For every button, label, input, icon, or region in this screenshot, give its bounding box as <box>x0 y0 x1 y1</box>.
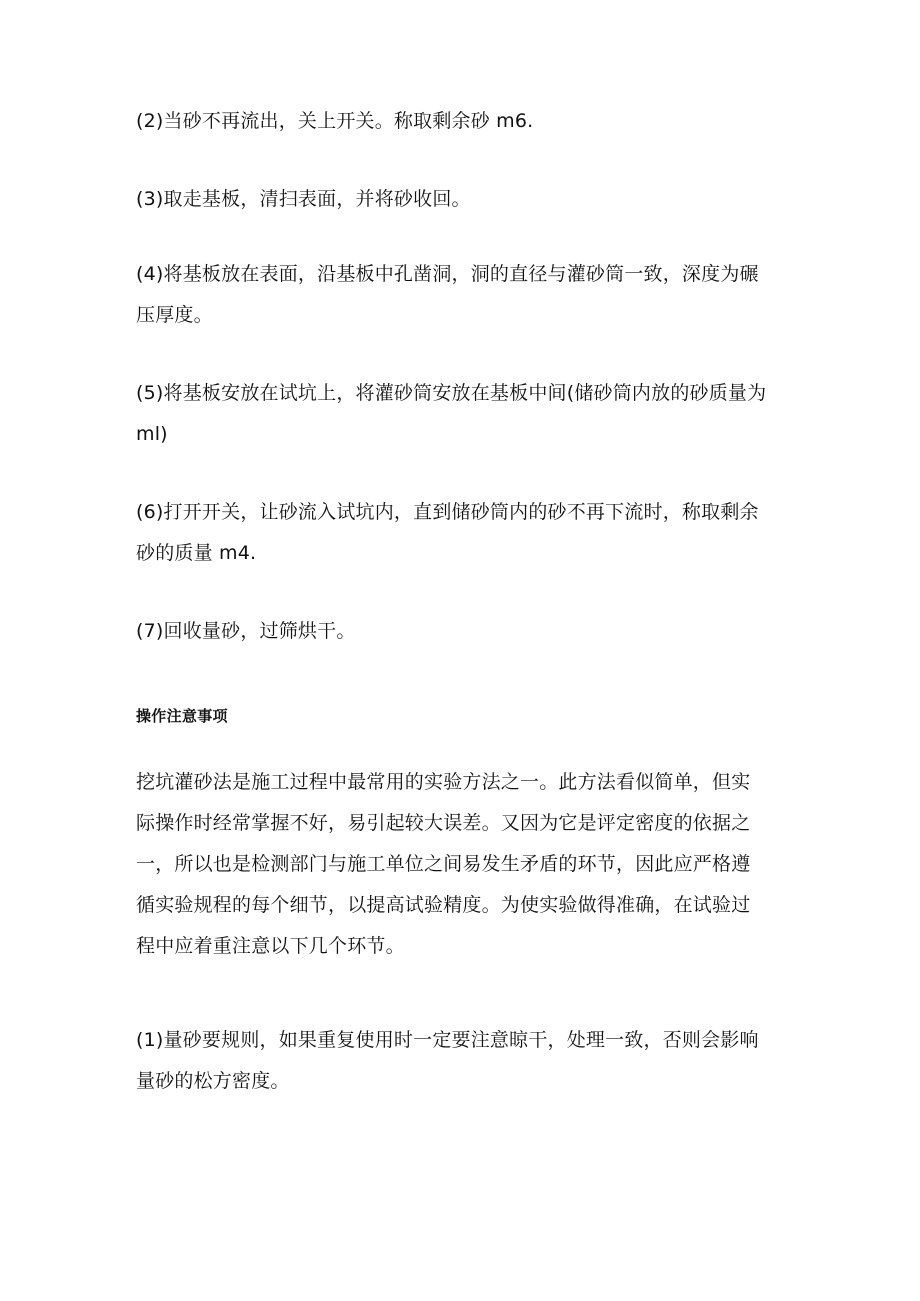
step-5-line-1: (5)将基板安放在试坑上，将灌砂筒安放在基板中间(储砂筒内放的砂质量为 <box>136 382 767 404</box>
step-4-paragraph <box>136 254 786 336</box>
section-heading: 操作注意事项 <box>136 707 228 725</box>
intro-line-4: 循实验规程的每个细节，以提高试验精度。为使实验做得准确，在试验过 <box>136 894 751 916</box>
step-6-paragraph <box>136 492 786 574</box>
note-1-paragraph <box>136 1020 786 1102</box>
intro-line-5: 程中应着重注意以下几个环节。 <box>136 935 405 957</box>
step-2-line-1: (2)当砂不再流出，关上开关。称取剩余砂 m6. <box>136 110 534 132</box>
step-5-paragraph <box>136 373 786 455</box>
note-1-line-2: 量砂的松方密度。 <box>136 1070 290 1092</box>
intro-paragraph <box>136 762 786 967</box>
step-7-paragraph <box>136 611 786 652</box>
intro-line-1: 挖坑灌砂法是施工过程中最常用的实验方法之一。此方法看似简单，但实 <box>136 771 751 793</box>
intro-line-3: 一，所以也是检测部门与施工单位之间易发生矛盾的环节，因此应严格遵 <box>136 853 751 875</box>
step-3-paragraph <box>136 179 786 220</box>
step-5-line-2: ml) <box>136 423 168 445</box>
step-4-line-1: (4)将基板放在表面，沿基板中孔凿洞，洞的直径与灌砂筒一致，深度为碾 <box>136 263 759 285</box>
step-2-paragraph <box>136 101 786 142</box>
note-1-line-1: (1)量砂要规则，如果重复使用时一定要注意晾干，处理一致，否则会影响 <box>136 1029 759 1051</box>
step-6-line-2: 砂的质量 m4. <box>136 542 257 564</box>
intro-line-2: 际操作时经常掌握不好，易引起较大误差。又因为它是评定密度的依据之 <box>136 812 751 834</box>
step-7-line-1: (7)回收量砂，过筛烘干。 <box>136 620 356 642</box>
step-6-line-1: (6)打开开关，让砂流入试坑内，直到储砂筒内的砂不再下流时，称取剩余 <box>136 501 759 523</box>
step-3-line-1: (3)取走基板，清扫表面，并将砂收回。 <box>136 188 471 210</box>
step-4-line-2: 压厚度。 <box>136 304 213 326</box>
